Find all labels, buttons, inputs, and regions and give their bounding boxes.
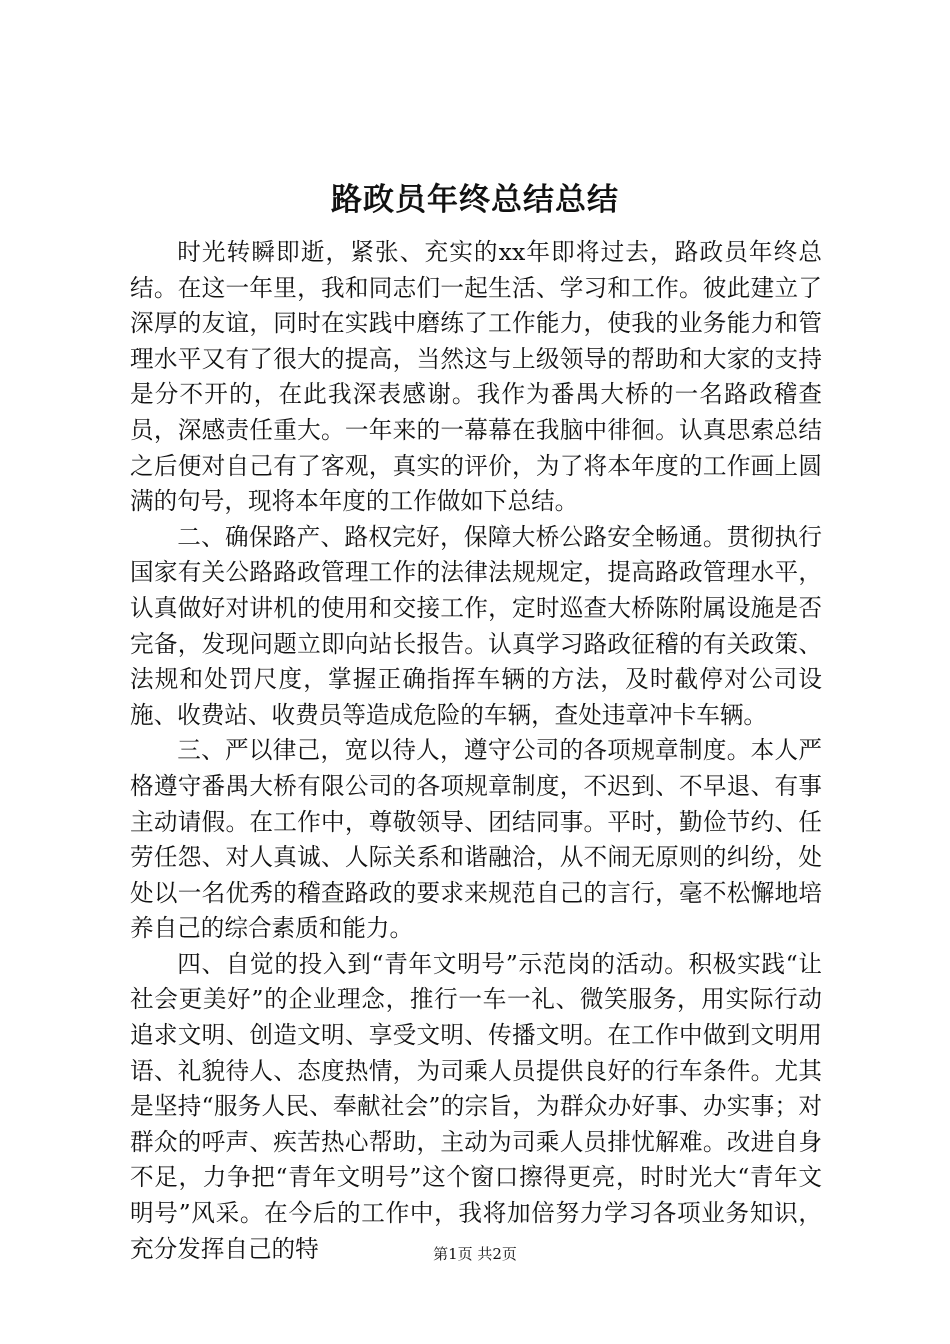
document-body: [130, 235, 822, 1267]
paragraph-section-3: 三、严以律己，宽以待人，遵守公司的各项规章制度。本人严格遵守番禺大桥有限公司的各项规章制度，不迟到、不早退、有事主动请假。在工作中，尊敬领导、团结同事。平时，勤俭节约、任劳任怨、对人真诚、人际关系和谐融洽，从不闹无原则的纠纷，处处以一名优秀的稽查路政的要求来规范自己的言行，毫不松懈地培养自己的综合素质和能力。: [130, 736, 822, 943]
paragraph-section-2: 二、确保路产、路权完好，保障大桥公路安全畅通。贯彻执行国家有关公路路政管理工作的法律法规规定，提高路政管理水平，认真做好对讲机的使用和交接工作，定时巡查大桥陈附属设施是否完备，发现问题立即向站长报告。认真学习路政征稽的有关政策、法规和处罚尺度，掌握正确指挥车辆的方法，及时截停对公司设施、收费站、收费员等造成危险的车辆，查处违章冲卡车辆。: [130, 522, 822, 729]
document-title: 路政员年终总结总结: [331, 182, 619, 218]
paragraph-intro: 时光转瞬即逝，紧张、充实的xx年即将过去，路政员年终总结。在这一年里，我和同志们一起生活、学习和工作。彼此建立了深厚的友谊，同时在实践中磨练了工作能力，使我的业务能力和管理水平又有了很大的提高，当然这与上级领导的帮助和大家的支持是分不开的，在此我深表感谢。我作为番禺大桥的一名路政稽查员，深感责任重大。一年来的一幕幕在我脑中徘徊。认真思索总结之后便对自己有了客观，真实的评价，为了将本年度的工作画上圆满的句号，现将本年度的工作做如下总结。: [130, 238, 822, 516]
paragraph-section-4: 四、自觉的投入到“青年文明号”示范岗的活动。积极实践“让社会更美好”的企业理念，推行一车一礼、微笑服务，用实际行动追求文明、创造文明、享受文明、传播文明。在工作中做到文明用语、礼貌待人、态度热情，为司乘人员提供良好的行车条件。尤其是坚持“服务人民、奉献社会”的宗旨，为群众办好事、办实事；对群众的呼声、疾苦热心帮助，主动为司乘人员排忧解难。改进自身不足，力争把“青年文明号”这个窗口擦得更亮，时时光大“青年文明号”风采。在今后的工作中，我将加倍努力学习各项业务知识，充分发挥自己的特: [130, 949, 822, 1263]
page-number-footer: 第1页 共2页: [433, 1245, 517, 1263]
